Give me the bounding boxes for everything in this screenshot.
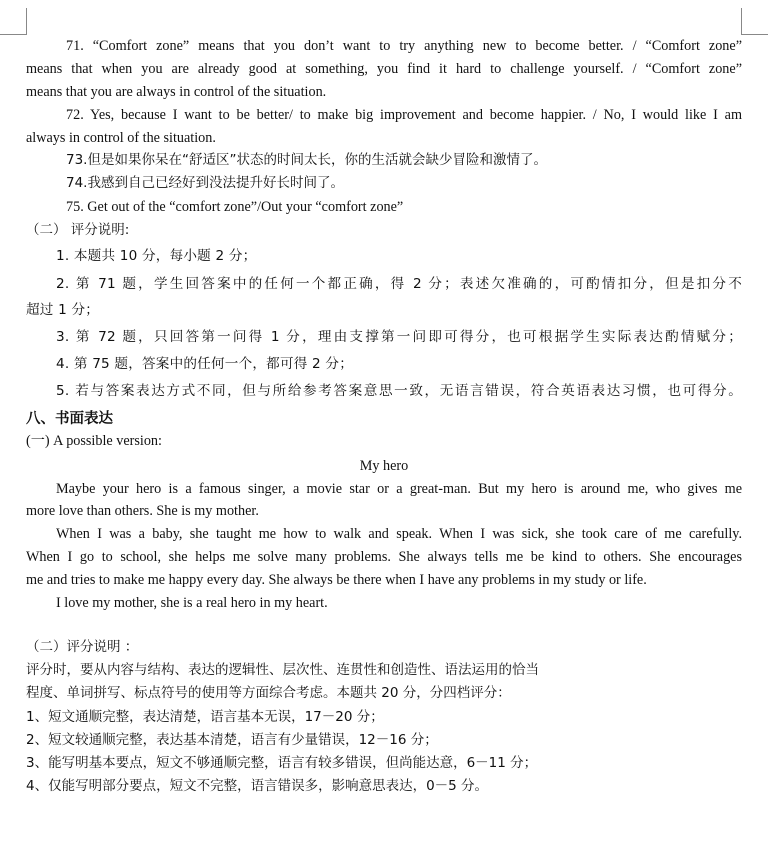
essay-title: My hero xyxy=(359,458,409,474)
essay-p3: I love my mother, she is a real hero in my heart. xyxy=(56,595,328,611)
answer-71-line-3: means that you are always in control of the situation. xyxy=(26,84,327,100)
grading-2-band-4: 4、仅能写明部分要点，短文不完整，语言错误多，影响意思表达，0－5 分。 xyxy=(26,778,489,794)
grading-1-rule-4: 4. 第 75 题，答案中的任何一个，都可得 2 分； xyxy=(56,356,354,372)
answer-75: 75. Get out of the “comfort zone”/Out your “comfort zone” xyxy=(66,199,404,215)
section-heading-writing: 八、书面表达 xyxy=(26,411,113,427)
essay-p2-line-3: me and tries to make me happy every day. She always be there when I have any problems in my study or life. xyxy=(26,572,647,588)
grading-2-band-3: 3、能写明基本要点，短文不够通顺完整，语言有较多错误，但尚能达意，6－11 分； xyxy=(26,755,538,771)
grading-2-intro-line-2: 程度、单词拼写、标点符号的使用等方面综合考虑。本题共 20 分，分四档评分： xyxy=(26,685,511,701)
crop-mark-top-left xyxy=(0,8,27,35)
answer-72-line-2: always in control of the situation. xyxy=(26,130,216,146)
answer-72-line-1: 72. Yes, because I want to be better/ to make big improvement and become happier. / No, I would like I am xyxy=(66,107,742,123)
essay-p2-line-2: When I go to school, she helps me solve many problems. She always tells me be kind to others. She encourages xyxy=(26,549,742,565)
answer-73: 73.但是如果你呆在“舒适区”状态的时间太长，你的生活就会缺少冒险和激情了。 xyxy=(66,152,547,168)
grading-2-band-2: 2、短文较通顺完整，表达基本清楚，语言有少量错误，12－16 分； xyxy=(26,732,438,748)
answer-71-line-2: means that when you are already good at something, you find it hard to challenge yourself. / “Comfort zone” xyxy=(26,61,742,77)
answer-71-line-1: 71. “Comfort zone” means that you don’t want to try anything new to become better. / “Comfort zone” xyxy=(66,38,742,54)
essay-p1-line-1: Maybe your hero is a famous singer, a movie star or a great-man. But my hero is around me, who gives me xyxy=(56,481,742,497)
essay-p1-line-2: more love than others. She is my mother. xyxy=(26,503,259,519)
grading-1-rule-2-line-1: 2. 第 71 题，学生回答案中的任何一个都正确，得 2 分；表述欠准确的，可酌情扣分，但是扣分不 xyxy=(56,276,742,292)
grading-1-rule-2-line-2: 超过 1 分； xyxy=(26,302,100,318)
grading-2-intro-line-1: 评分时，要从内容与结构、表达的逻辑性、层次性、连贯性和创造性、语法运用的恰当 xyxy=(26,662,539,678)
writing-version-label: (一) A possible version: xyxy=(26,433,162,449)
grading-1-rule-1: 1. 本题共 10 分，每小题 2 分； xyxy=(56,248,257,264)
grading-1-rule-3: 3. 第 72 题，只回答第一问得 1 分，理由支撑第一问即可得分，也可根据学生实际表达酌情赋分； xyxy=(56,329,742,345)
grading-2-title: （二）评分说明 ： xyxy=(26,639,139,655)
crop-mark-top-right xyxy=(741,8,768,35)
grading-1-title: （二） 评分说明: xyxy=(26,222,130,238)
grading-1-rule-5: 5. 若与答案表达方式不同，但与所给参考答案意思一致，无语言错误，符合英语表达习惯，也可得分。 xyxy=(56,383,742,399)
answer-74: 74.我感到自己已经好到没法提升好长时间了。 xyxy=(66,175,344,191)
grading-2-band-1: 1、短文通顺完整，表达清楚，语言基本无误，17－20 分； xyxy=(26,709,384,725)
essay-p2-line-1: When I was a baby, she taught me how to walk and speak. When I was sick, she took care of me carefully. xyxy=(56,526,742,542)
